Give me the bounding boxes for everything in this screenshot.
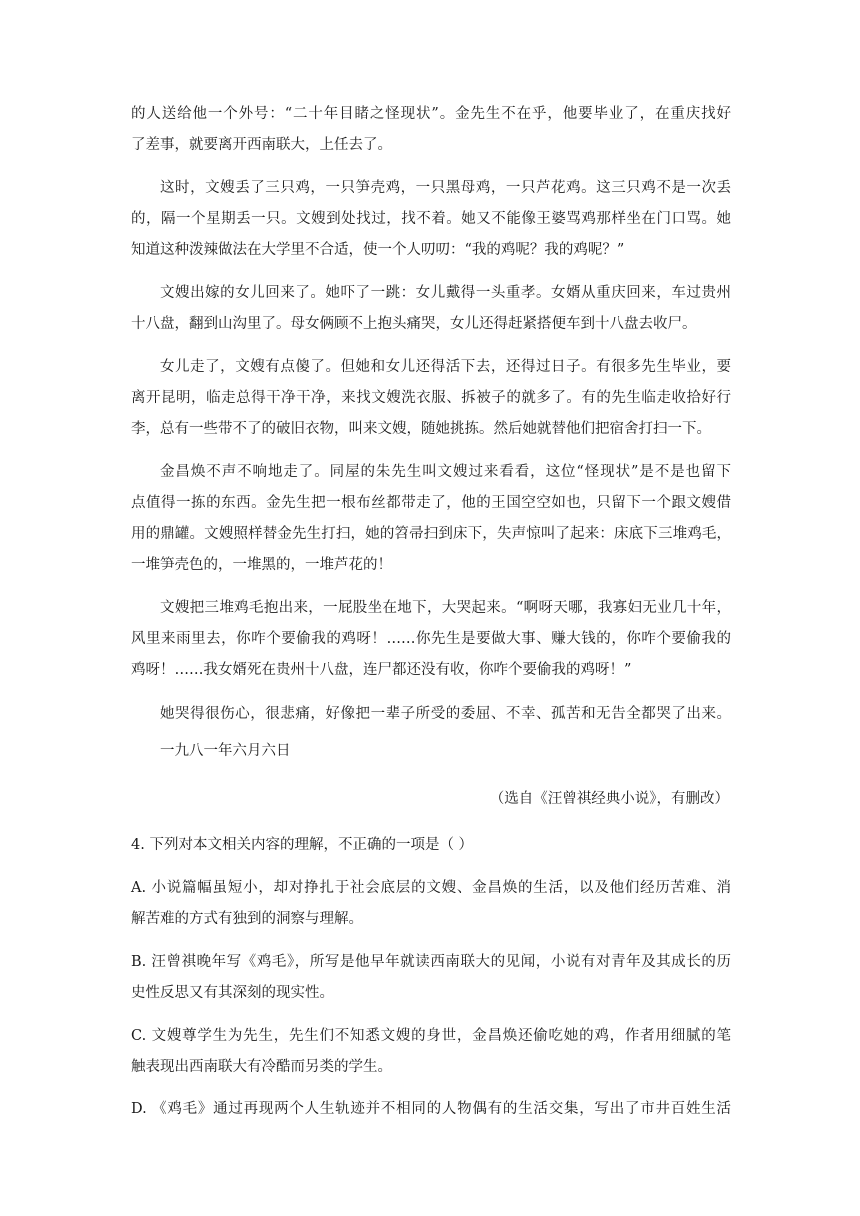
paragraph-line: 了差事，就要离开西南联大，上任去了。	[131, 137, 392, 153]
paragraph-line: 用的鼎罐。文嫂照样替金先生打扫，她的笤帚扫到床下，失声惊叫了起来：床底下三堆鸡毛，	[131, 526, 731, 542]
paragraph-line: 十八盘，翻到山沟里了。母女俩顾不上抱头痛哭，女儿还得赶紧搭便车到十八盘去收尸。	[131, 316, 697, 332]
option-c-line: 触表现出西南联大有冷酷而另类的学生。	[131, 1059, 392, 1075]
paragraph-line: 的人送给他一个外号：“二十年目睹之怪现状”。金先生不在乎，他要毕业了，在重庆找好	[131, 106, 731, 122]
paragraph-line: 点值得一拣的东西。金先生把一根布丝都带走了，他的王国空空如也，只留下一个跟文嫂借	[131, 495, 731, 511]
paragraph-line: 她哭得很伤心，很悲痛，好像把一辈子所受的委屈、不幸、孤苦和无告全都哭了出来。	[160, 706, 731, 722]
paragraph-line: 知道这种泼辣做法在大学里不合适，使一个人叨叨：“我的鸡呢？我的鸡呢？”	[131, 242, 625, 258]
paragraph-line: 文嫂出嫁的女儿回来了。她吓了一跳：女儿戴得一头重孝。女婿从重庆回来，车过贵州	[160, 285, 731, 301]
paragraph-line: 离开昆明，临走总得干净干净，来找文嫂洗衣服、拆被子的就多了。有的先生临走收拾好行	[131, 390, 731, 406]
option-a-line: A. 小说篇幅虽短小，却对挣扎于社会底层的文嫂、金昌焕的生活，以及他们经历苦难、消	[131, 880, 731, 896]
option-c-line: C. 文嫂尊学生为先生，先生们不知悉文嫂的身世，金昌焕还偷吃她的鸡，作者用细腻的笔	[131, 1028, 731, 1044]
paragraph-line: 的，隔一个星期丢一只。文嫂到处找过，找不着。她又不能像王婆骂鸡那样坐在门口骂。她	[131, 211, 731, 227]
paragraph-line: 李，总有一些带不了的破旧衣物，叫来文嫂，随她挑拣。然后她就替他们把宿舍打扫一下。	[131, 421, 711, 437]
paragraph-line: 文嫂把三堆鸡毛抱出来，一屁股坐在地下，大哭起来。“啊呀天哪，我寡妇无业几十年，	[160, 600, 731, 616]
paragraph-line: 女儿走了，文嫂有点傻了。但她和女儿还得活下去，还得过日子。有很多先生毕业，要	[160, 359, 731, 375]
paragraph-line: 鸡呀！……我女婿死在贵州十八盘，连尸都还没有收，你咋个要偷我的鸡呀！”	[131, 662, 632, 678]
paragraph-line: 金昌焕不声不响地走了。同屋的朱先生叫文嫂过来看看，这位“怪现状”是不是也留下	[160, 464, 731, 480]
paragraph-line: 这时，文嫂丢了三只鸡，一只笋壳鸡，一只黑母鸡，一只芦花鸡。这三只鸡不是一次丢	[160, 180, 731, 196]
question-stem: 4. 下列对本文相关内容的理解，不正确的一项是（ ）	[131, 837, 474, 853]
option-d-line: D. 《鸡毛》通过再现两个人生轨迹并不相同的人物偶有的生活交集，写出了市井百姓生活	[131, 1101, 731, 1117]
paragraph-line: 一堆笋壳色的，一堆黑的，一堆芦花的！	[131, 557, 392, 573]
source-note: （选自《汪曾祺经典小说》，有删改）	[489, 791, 729, 807]
date-line: 一九八一年六月六日	[160, 743, 291, 759]
option-b-line: B. 汪曾祺晚年写《鸡毛》，所写是他早年就读西南联大的见闻，小说有对青年及其成长的历	[131, 954, 731, 970]
option-a-line: 解苦难的方式有独到的洞察与理解。	[131, 911, 363, 927]
paragraph-line: 风里来雨里去，你咋个要偷我的鸡呀！……你先生是要做大事、赚大钱的，你咋个要偷我的	[131, 631, 731, 647]
option-b-line: 史性反思又有其深刻的现实性。	[131, 985, 334, 1001]
